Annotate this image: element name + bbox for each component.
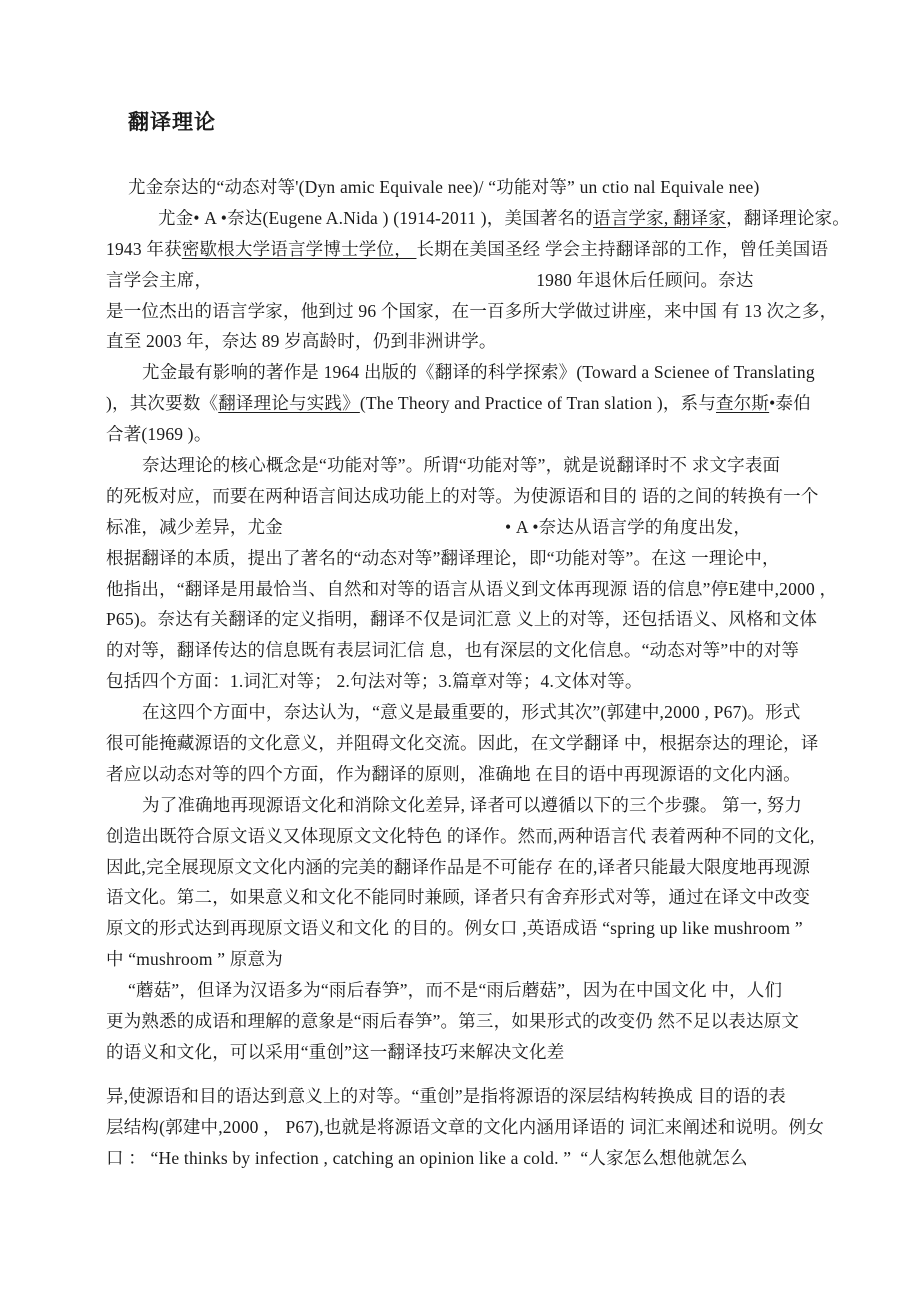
text-segment: 标准，减少差异，尤金 <box>106 516 283 537</box>
text-line <box>106 234 850 265</box>
text-line <box>106 481 850 512</box>
text-segment: 尤金• A •奈达(Eugene A.Nida ) (1914-2011 )，美国著名的 <box>158 207 594 228</box>
text-line <box>106 1112 850 1143</box>
text-segment: 合著(1969 )。 <box>106 424 212 445</box>
text-line <box>106 203 850 234</box>
line-spacer <box>212 285 536 286</box>
text-segment: 为了准确地再现源语文化和消除文化差异, 译者可以遵循以下的三个步骤。 第一, 努力 <box>142 794 803 815</box>
underlined-text: 查尔斯 <box>716 393 770 414</box>
text-segment: 的语义和文化，可以采用“重创”这一翻译技巧来解决文化差 <box>106 1041 565 1062</box>
text-segment: 在这四个方面中，奈达认为，“意义是最重要的，形式其次”(郭建中,2000 , P67)。形式 <box>142 702 801 723</box>
text-line <box>106 975 850 1006</box>
text-line <box>106 574 850 605</box>
text-segment: 是一位杰出的语言学家，他到过 96 个国家，在一百多所大学做过讲座，来中国 有 13 次之多， <box>106 300 838 321</box>
text-line <box>106 697 850 728</box>
text-line <box>106 172 850 203</box>
text-line <box>106 635 850 666</box>
text-segment: (The Theory and Practice of Tran slation )，系与 <box>359 393 717 414</box>
text-segment: • A •奈达从语言学的角度出发， <box>505 516 752 537</box>
text-segment: 中 “mushroom ” 原意为 <box>106 949 283 970</box>
text-segment: 1943 年获 <box>106 238 182 259</box>
text-segment: 口 ： “He thinks by infection , catching an opinion like a cold. ” “人家怎么想他就怎么 <box>106 1147 748 1168</box>
text-segment: “蘑菇”，但译为汉语多为“雨后春笋”，而不是“雨后蘑菇”，因为在中国文化 中，人们 <box>128 980 783 1001</box>
underlined-text: 语言学家, 翻译家 <box>593 207 727 228</box>
text-segment: 很可能掩藏源语的文化意义，并阻碍文化交流。因此，在文学翻译 中，根据奈达的理论，译 <box>106 733 819 754</box>
line-spacer <box>283 532 505 533</box>
text-segment: 包括四个方面：1.词汇对等； 2.句法对等；3.篇章对等；4.文体对等。 <box>106 671 643 692</box>
text-segment: P65)。奈达有关翻译的定义指明，翻译不仅是词汇意 义上的对等，还包括语义、风格和文体 <box>106 609 818 630</box>
text-line <box>106 543 850 574</box>
text-line <box>106 821 850 852</box>
text-segment: 语文化。第二，如果意义和文化不能同时兼顾, 译者只有舍弃形式对等，通过在译文中改变 <box>106 887 811 908</box>
text-line <box>106 790 850 821</box>
text-segment: 异,使源语和目的语达到意义上的对等。“重创”是指将源语的深层结构转换成 目的语的表 <box>106 1085 786 1106</box>
text-segment: 更为熟悉的成语和理解的意象是“雨后春笋”。第三，如果形式的改变仍 然不足以表达原文 <box>106 1011 800 1032</box>
page-title: 翻译理论 <box>128 110 216 134</box>
text-line <box>106 913 850 944</box>
text-line <box>106 666 850 697</box>
text-line <box>106 326 850 357</box>
text-segment: 者应以动态对等的四个方面，作为翻译的原则，准确地 在目的语中再现源语的文化内涵。 <box>106 763 801 784</box>
text-line <box>106 604 850 635</box>
text-segment: 尤金奈达的“动态对等'(Dyn amic Equivale nee)/ “功能对等” un ctio nal Equivale nee) <box>128 177 760 197</box>
text-segment: 因此,完全展现原文文化内涵的完美的翻译作品是不可能存 在的,译者只能最大限度地再现源 <box>106 856 811 877</box>
underlined-text: 翻译理论与实践》 <box>218 393 360 414</box>
text-segment: ，翻译理论家。 <box>726 207 850 228</box>
text-line <box>106 419 850 450</box>
text-line <box>106 1143 850 1174</box>
underlined-text: 博士学位， <box>323 238 417 259</box>
text-segment: 根据翻译的本质，提出了著名的“动态对等”翻译理论，即“功能对等”。在这 一理论中， <box>106 547 780 568</box>
text-line <box>106 1081 850 1112</box>
text-line <box>106 450 850 481</box>
underlined-text: 密歇根大学语言学 <box>181 238 324 259</box>
text-line <box>106 357 850 388</box>
text-line <box>106 852 850 883</box>
text-segment: )，其次要数《 <box>106 393 219 414</box>
document-lines <box>106 172 850 1174</box>
text-line <box>106 388 850 419</box>
text-segment: 原文的形式达到再现原文语义和文化 的目的。例女口 ,英语成语 “spring up like mushroom ” <box>106 918 803 939</box>
text-segment: 的对等，翻译传达的信息既有表层词汇信 息，也有深层的文化信息。“动态对等”中的对等 <box>106 640 800 661</box>
text-segment: •泰伯 <box>769 393 811 414</box>
text-segment: 他指出，“翻译是用最恰当、自然和对等的语言从语义到文体再现源 语的信息”停E建中,2000 ， <box>106 578 838 599</box>
text-segment: 尤金最有影响的著作是 1964 出版的《翻译的科学探索》(Toward a Scienee of Translating <box>142 362 815 383</box>
text-line <box>106 882 850 913</box>
text-segment: 1980 年退休后任顾问。奈达 <box>536 269 754 290</box>
text-segment: 直至 2003 年，奈达 89 岁高龄时，仍到非洲讲学。 <box>106 331 497 352</box>
text-segment: 的死板对应，而要在两种语言间达成功能上的对等。为使源语和目的 语的之间的转换有一个 <box>106 485 819 506</box>
text-segment: 创造出既符合原文语义又体现原文文化特色 的译作。然而,两种语言代 表着两种不同的文化, <box>106 825 815 846</box>
text-line <box>106 728 850 759</box>
text-line <box>106 944 850 975</box>
text-segment: 层结构(郭建中,2000 ， P67),也就是将源语文章的文化内涵用译语的 词汇来阐述和说明。例女 <box>106 1116 825 1137</box>
text-line <box>106 512 850 543</box>
text-line <box>106 759 850 790</box>
text-segment: 言学会主席， <box>106 269 213 290</box>
text-line <box>106 296 850 327</box>
text-segment: 奈达理论的核心概念是“功能对等”。所谓“功能对等”，就是说翻译时不 求文字表面 <box>142 455 781 476</box>
text-segment: 长期在美国圣经 学会主持翻译部的工作，曾任美国语 <box>416 238 829 259</box>
text-line <box>106 1037 850 1068</box>
text-line <box>106 265 850 296</box>
text-line <box>106 1006 850 1037</box>
